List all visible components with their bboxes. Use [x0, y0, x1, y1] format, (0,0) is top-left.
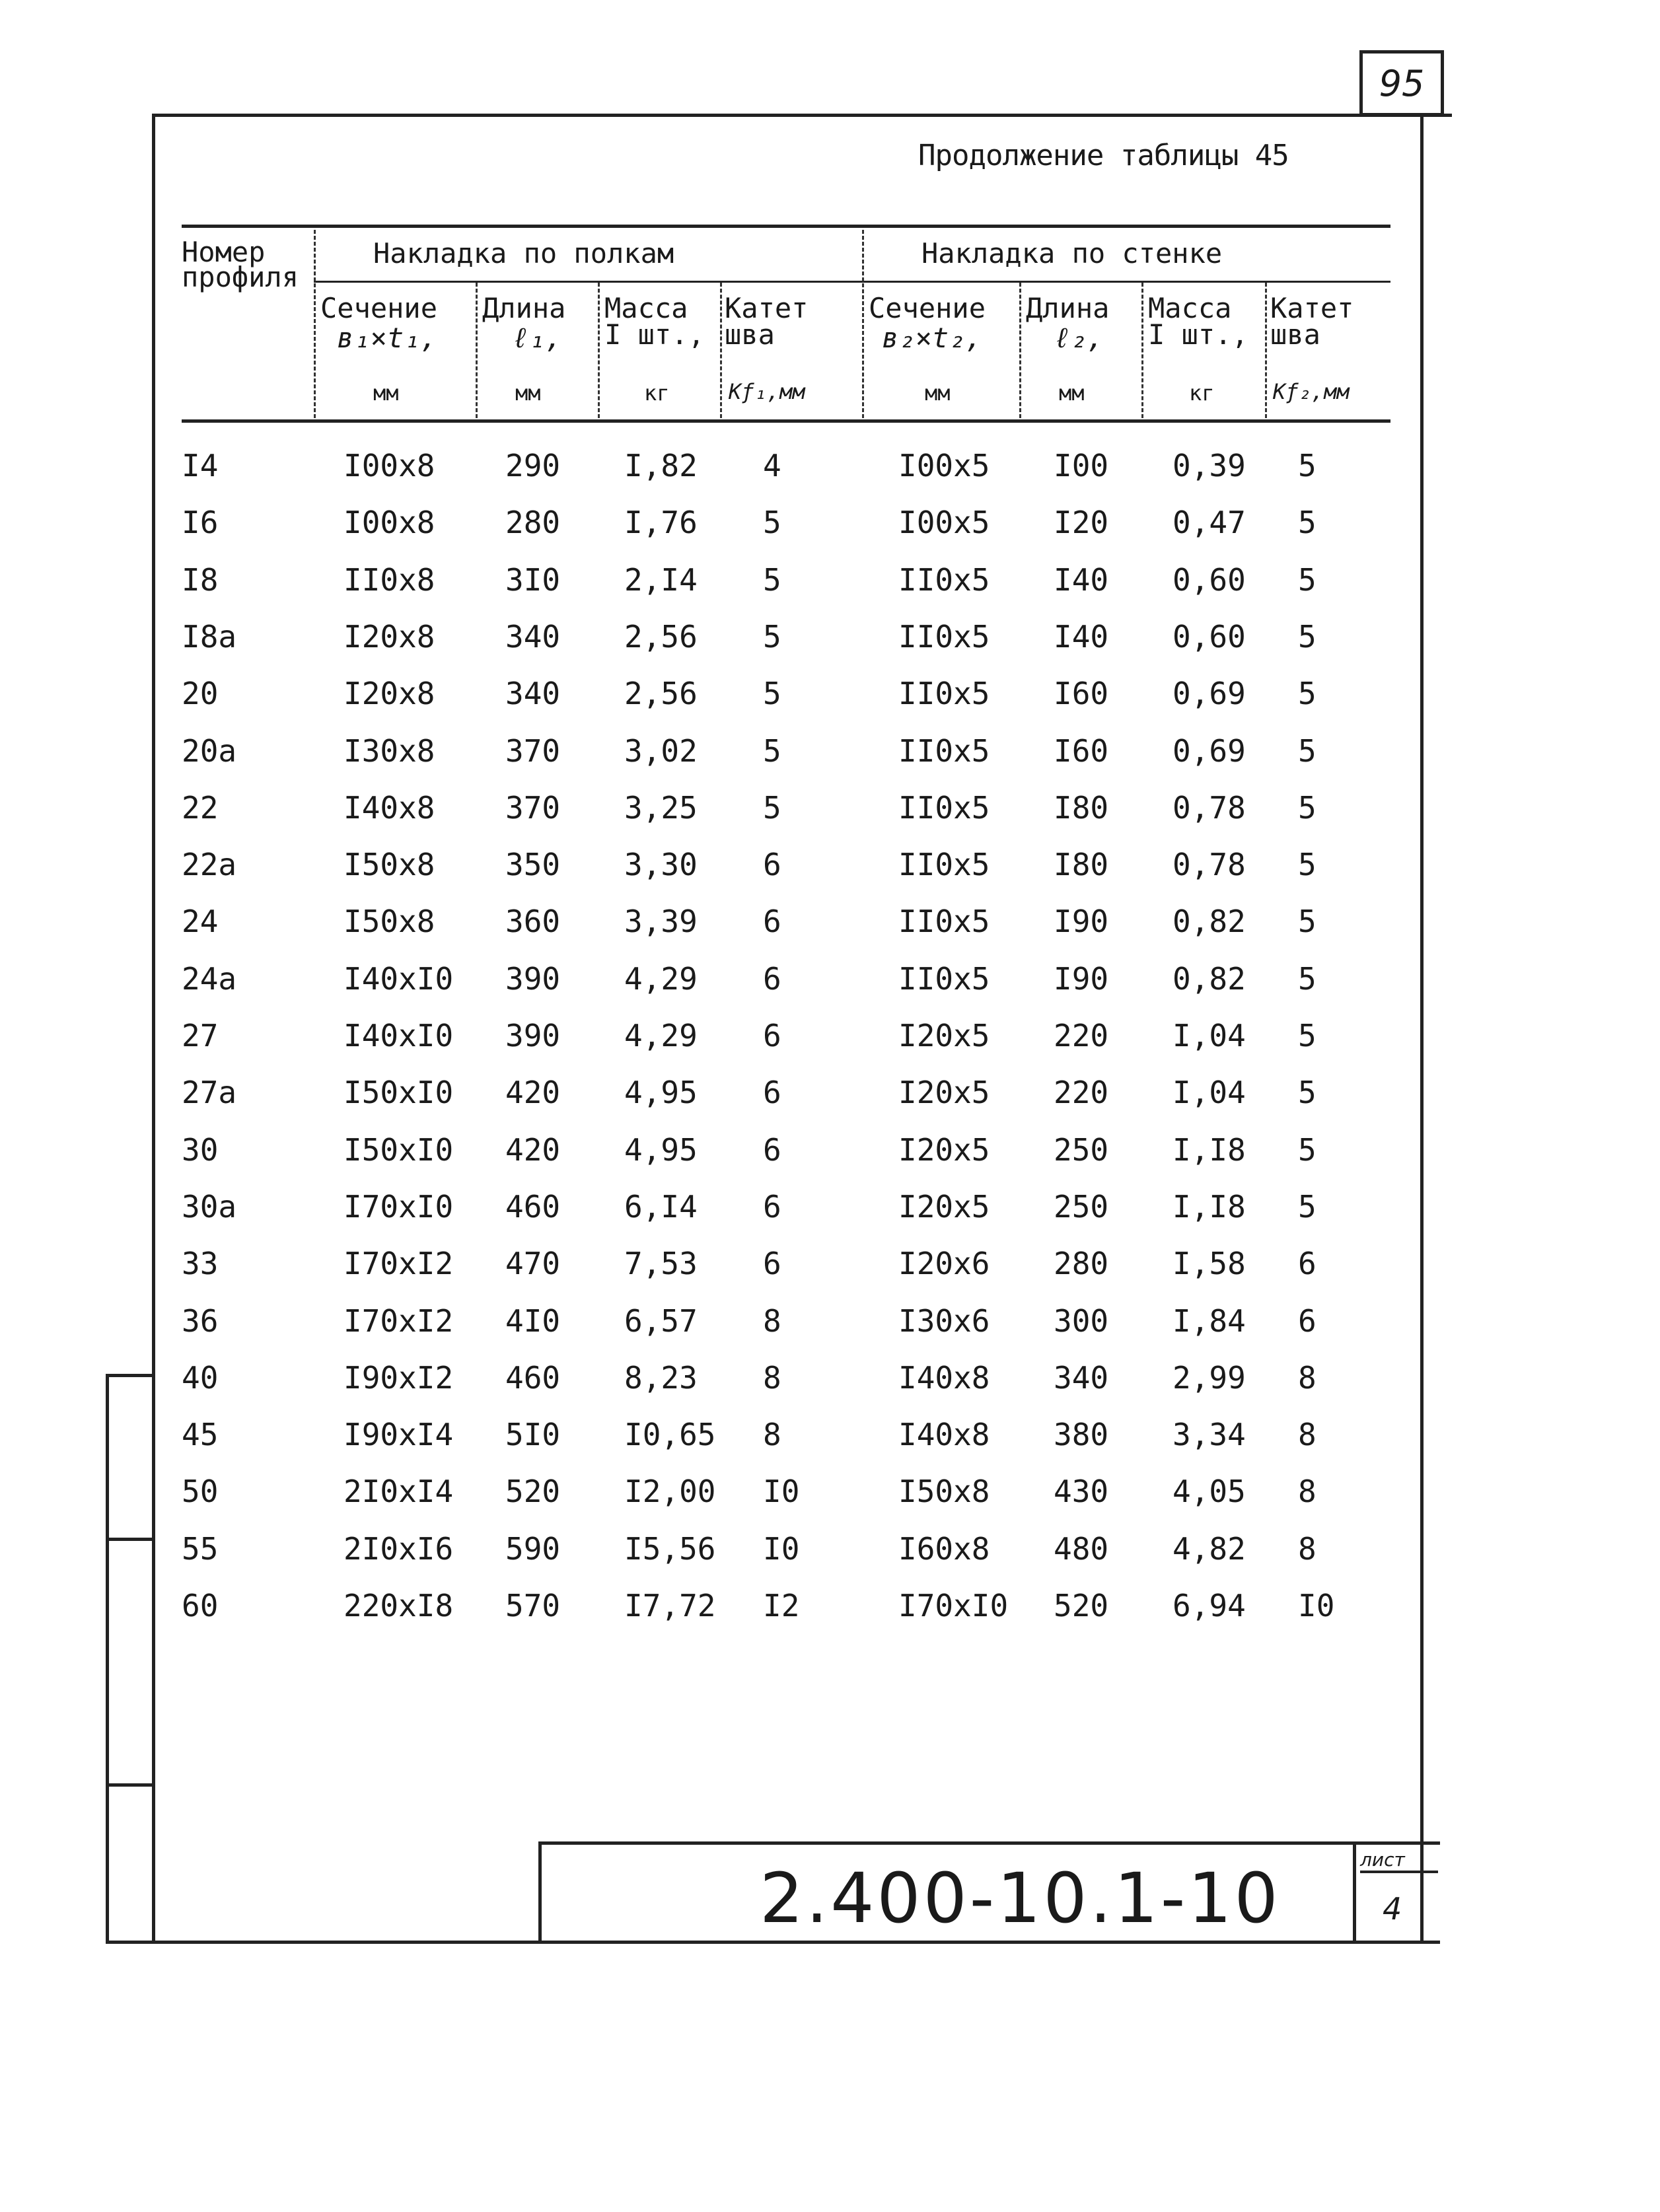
- cell-flange-length: 470: [505, 1246, 561, 1281]
- cell-profile-number: I8a: [182, 619, 237, 655]
- page-number: 95: [1379, 63, 1425, 104]
- cell-flange-section: I50x8: [343, 904, 435, 939]
- cell-web-section: I40x8: [898, 1417, 990, 1452]
- cell-web-mass: 0,69: [1173, 676, 1246, 711]
- cell-flange-mass: 2,56: [624, 676, 698, 711]
- cell-flange-section: I00x8: [343, 505, 435, 540]
- cell-flange-length: 280: [505, 505, 561, 540]
- cell-web-mass: 0,60: [1173, 619, 1246, 655]
- cell-profile-number: 27a: [182, 1075, 237, 1110]
- document-code: 2.400-10.1-10: [760, 1858, 1281, 1939]
- cell-flange-length: 350: [505, 847, 561, 882]
- cell-web-weld: 5: [1298, 1132, 1317, 1168]
- cell-web-weld: 5: [1298, 790, 1317, 826]
- cell-flange-mass: 6,I4: [624, 1189, 698, 1225]
- sheet-label: лист: [1360, 1849, 1438, 1873]
- cell-flange-weld: 5: [763, 619, 781, 655]
- cell-web-weld: 5: [1298, 1189, 1317, 1225]
- header-bottom-rule: [182, 419, 1390, 423]
- cell-web-weld: 8: [1298, 1474, 1317, 1509]
- header-web-mass-unit: кг: [1189, 380, 1215, 406]
- cell-flange-section: I20x8: [343, 676, 435, 711]
- cell-web-length: 480: [1054, 1531, 1109, 1567]
- cell-web-section: I00x5: [898, 448, 990, 483]
- cell-profile-number: 40: [182, 1360, 219, 1396]
- cell-web-section: I20x5: [898, 1075, 990, 1110]
- header-web-weld-line2: шва: [1270, 318, 1320, 351]
- cell-web-mass: 0,69: [1173, 733, 1246, 769]
- cell-flange-mass: I,76: [624, 505, 698, 540]
- cell-web-mass: 0,82: [1173, 961, 1246, 997]
- cell-web-mass: I,58: [1173, 1246, 1246, 1281]
- sheet-number: 4: [1383, 1891, 1402, 1927]
- cell-flange-weld: 5: [763, 733, 781, 769]
- binding-tick: [106, 1538, 153, 1541]
- cell-web-weld: 6: [1298, 1246, 1317, 1281]
- header-web-mass-line2: I шт.,: [1148, 318, 1248, 351]
- cell-flange-section: I90xI4: [343, 1417, 454, 1452]
- cell-web-weld: 5: [1298, 1018, 1317, 1053]
- header-flange-section-symbol: в₁×t₁,: [337, 322, 437, 354]
- cell-web-section: II0x5: [898, 961, 990, 997]
- header-group-flange: Накладка по полкам: [373, 237, 674, 269]
- cell-web-length: I60: [1054, 676, 1109, 711]
- cell-web-mass: I,84: [1173, 1303, 1246, 1339]
- frame-right-line: [1420, 114, 1424, 1942]
- header-flange-length: Длина: [482, 292, 566, 324]
- cell-web-section: II0x5: [898, 676, 990, 711]
- header-web-length-symbol: ℓ₂,: [1054, 322, 1104, 354]
- cell-flange-weld: 5: [763, 790, 781, 826]
- cell-flange-section: I90xI2: [343, 1360, 454, 1396]
- cell-flange-weld: 6: [763, 1246, 781, 1281]
- cell-web-weld: 5: [1298, 676, 1317, 711]
- cell-profile-number: 50: [182, 1474, 219, 1509]
- cell-flange-weld: 5: [763, 505, 781, 540]
- cell-profile-number: I6: [182, 505, 219, 540]
- cell-flange-weld: 6: [763, 961, 781, 997]
- cell-web-length: 380: [1054, 1417, 1109, 1452]
- cell-flange-section: I40xI0: [343, 961, 454, 997]
- cell-flange-length: 3I0: [505, 562, 561, 598]
- cell-flange-weld: 8: [763, 1303, 781, 1339]
- cell-web-section: II0x5: [898, 790, 990, 826]
- cell-web-length: I80: [1054, 790, 1109, 826]
- cell-web-length: 520: [1054, 1588, 1109, 1623]
- cell-flange-weld: 4: [763, 448, 781, 483]
- cell-flange-mass: 3,25: [624, 790, 698, 826]
- cell-web-length: I20: [1054, 505, 1109, 540]
- cell-flange-section: I20x8: [343, 619, 435, 655]
- cell-profile-number: 36: [182, 1303, 219, 1339]
- cell-web-mass: I,04: [1173, 1075, 1246, 1110]
- cell-web-mass: 2,99: [1173, 1360, 1246, 1396]
- cell-flange-length: 5I0: [505, 1417, 561, 1452]
- cell-web-weld: 8: [1298, 1360, 1317, 1396]
- header-flange-weld-symbol: Kƒ₁,мм: [729, 379, 805, 404]
- cell-web-mass: I,I8: [1173, 1132, 1246, 1168]
- cell-web-weld: 6: [1298, 1303, 1317, 1339]
- cell-web-weld: 8: [1298, 1531, 1317, 1567]
- cell-web-mass: 0,47: [1173, 505, 1246, 540]
- cell-web-mass: 0,60: [1173, 562, 1246, 598]
- header-divider: [598, 283, 600, 418]
- cell-flange-weld: I0: [763, 1531, 800, 1567]
- cell-flange-length: 4I0: [505, 1303, 561, 1339]
- cell-flange-mass: 2,I4: [624, 562, 698, 598]
- frame-top-line: [152, 114, 1452, 117]
- cell-web-weld: 5: [1298, 961, 1317, 997]
- cell-web-weld: 5: [1298, 562, 1317, 598]
- cell-flange-section: I50x8: [343, 847, 435, 882]
- cell-flange-weld: 8: [763, 1417, 781, 1452]
- cell-web-section: II0x5: [898, 904, 990, 939]
- cell-web-length: 280: [1054, 1246, 1109, 1281]
- cell-web-mass: 0,82: [1173, 904, 1246, 939]
- cell-web-mass: 0,78: [1173, 847, 1246, 882]
- cell-flange-length: 390: [505, 961, 561, 997]
- cell-web-weld: 5: [1298, 448, 1317, 483]
- cell-web-mass: 4,05: [1173, 1474, 1246, 1509]
- cell-web-length: 340: [1054, 1360, 1109, 1396]
- cell-profile-number: 20a: [182, 733, 237, 769]
- cell-flange-section: I70xI2: [343, 1246, 454, 1281]
- cell-profile-number: I4: [182, 448, 219, 483]
- cell-flange-mass: I7,72: [624, 1588, 716, 1623]
- cell-flange-section: I30x8: [343, 733, 435, 769]
- cell-flange-mass: I0,65: [624, 1417, 716, 1452]
- cell-flange-section: I40xI0: [343, 1018, 454, 1053]
- cell-flange-mass: 4,95: [624, 1075, 698, 1110]
- cell-flange-mass: 3,02: [624, 733, 698, 769]
- cell-flange-mass: 4,29: [624, 961, 698, 997]
- header-divider: [1019, 283, 1021, 418]
- cell-web-weld: 5: [1298, 904, 1317, 939]
- cell-web-mass: 6,94: [1173, 1588, 1246, 1623]
- cell-flange-mass: I2,00: [624, 1474, 716, 1509]
- cell-flange-length: 390: [505, 1018, 561, 1053]
- cell-flange-weld: 5: [763, 562, 781, 598]
- cell-web-section: I20x5: [898, 1132, 990, 1168]
- cell-flange-weld: 8: [763, 1360, 781, 1396]
- cell-flange-section: I50xI0: [343, 1075, 454, 1110]
- cell-flange-length: 420: [505, 1132, 561, 1168]
- cell-flange-section: 2I0xI6: [343, 1531, 454, 1567]
- cell-flange-length: 340: [505, 676, 561, 711]
- cell-flange-weld: 6: [763, 904, 781, 939]
- cell-profile-number: 55: [182, 1531, 219, 1567]
- cell-flange-length: 460: [505, 1360, 561, 1396]
- header-web-weld-symbol: Kƒ₂,мм: [1273, 379, 1350, 404]
- cell-profile-number: I8: [182, 562, 219, 598]
- cell-profile-number: 22a: [182, 847, 237, 882]
- cell-flange-mass: 4,95: [624, 1132, 698, 1168]
- cell-web-length: I80: [1054, 847, 1109, 882]
- header-flange-mass-unit: кг: [644, 380, 670, 406]
- cell-flange-section: I50xI0: [343, 1132, 454, 1168]
- cell-flange-length: 340: [505, 619, 561, 655]
- cell-profile-number: 24a: [182, 961, 237, 997]
- cell-web-length: I60: [1054, 733, 1109, 769]
- cell-flange-length: 360: [505, 904, 561, 939]
- header-divider: [862, 230, 864, 418]
- cell-web-length: I00: [1054, 448, 1109, 483]
- header-web-section-unit: мм: [925, 380, 951, 406]
- cell-flange-mass: 3,39: [624, 904, 698, 939]
- cell-flange-mass: 6,57: [624, 1303, 698, 1339]
- cell-web-section: I20x6: [898, 1246, 990, 1281]
- header-web-section-symbol: в₂×t₂,: [882, 322, 982, 354]
- header-web-length: Длина: [1026, 292, 1110, 324]
- header-flange-weld-line2: шва: [725, 318, 775, 351]
- cell-flange-length: 370: [505, 790, 561, 826]
- header-profile-line2: профиля: [182, 261, 299, 293]
- cell-flange-mass: I5,56: [624, 1531, 716, 1567]
- cell-profile-number: 33: [182, 1246, 219, 1281]
- cell-web-section: I20x5: [898, 1189, 990, 1225]
- header-divider: [1265, 283, 1267, 418]
- header-divider: [476, 283, 478, 418]
- cell-profile-number: 60: [182, 1588, 219, 1623]
- cell-web-mass: I,I8: [1173, 1189, 1246, 1225]
- cell-flange-weld: 6: [763, 847, 781, 882]
- cell-flange-section: 220xI8: [343, 1588, 454, 1623]
- header-web-section: Сечение: [869, 292, 986, 324]
- cell-web-mass: 4,82: [1173, 1531, 1246, 1567]
- cell-profile-number: 27: [182, 1018, 219, 1053]
- cell-flange-mass: 8,23: [624, 1360, 698, 1396]
- cell-web-weld: 8: [1298, 1417, 1317, 1452]
- cell-profile-number: 20: [182, 676, 219, 711]
- cell-flange-section: 2I0xI4: [343, 1474, 454, 1509]
- header-flange-length-unit: мм: [515, 380, 541, 406]
- header-flange-mass-line1: Масса: [604, 292, 688, 324]
- cell-flange-mass: 2,56: [624, 619, 698, 655]
- table-top-rule: [182, 225, 1390, 228]
- cell-flange-section: II0x8: [343, 562, 435, 598]
- cell-flange-section: I40x8: [343, 790, 435, 826]
- title-block: [538, 1841, 1440, 1942]
- header-profile-line1: Номер: [182, 236, 266, 268]
- cell-profile-number: 22: [182, 790, 219, 826]
- cell-web-section: I00x5: [898, 505, 990, 540]
- cell-flange-section: I00x8: [343, 448, 435, 483]
- header-web-weld-line1: Катет: [1270, 292, 1354, 324]
- header-flange-section: Сечение: [320, 292, 438, 324]
- cell-web-section: II0x5: [898, 847, 990, 882]
- header-flange-mass-line2: I шт.,: [604, 318, 705, 351]
- cell-web-section: I40x8: [898, 1360, 990, 1396]
- cell-web-length: 300: [1054, 1303, 1109, 1339]
- cell-web-section: I30x6: [898, 1303, 990, 1339]
- binding-tick: [106, 1374, 153, 1377]
- cell-web-weld: 5: [1298, 733, 1317, 769]
- cell-web-section: I70xI0: [898, 1588, 1009, 1623]
- cell-flange-weld: 6: [763, 1189, 781, 1225]
- binding-strip: [106, 1374, 155, 1942]
- cell-web-length: I40: [1054, 562, 1109, 598]
- header-divider: [1141, 283, 1143, 418]
- cell-flange-mass: 3,30: [624, 847, 698, 882]
- cell-flange-weld: 5: [763, 676, 781, 711]
- sheet-box: [1353, 1845, 1442, 1943]
- cell-web-weld: 5: [1298, 505, 1317, 540]
- cell-flange-length: 520: [505, 1474, 561, 1509]
- header-flange-section-unit: мм: [373, 380, 399, 406]
- cell-flange-length: 590: [505, 1531, 561, 1567]
- cell-web-mass: 3,34: [1173, 1417, 1246, 1452]
- cell-web-length: 220: [1054, 1018, 1109, 1053]
- cell-flange-weld: I2: [763, 1588, 800, 1623]
- cell-flange-weld: 6: [763, 1075, 781, 1110]
- cell-web-weld: 5: [1298, 1075, 1317, 1110]
- cell-web-mass: I,04: [1173, 1018, 1246, 1053]
- cell-flange-length: 460: [505, 1189, 561, 1225]
- cell-profile-number: 24: [182, 904, 219, 939]
- cell-flange-length: 420: [505, 1075, 561, 1110]
- cell-profile-number: 30a: [182, 1189, 237, 1225]
- header-group-web: Накладка по стенке: [921, 237, 1223, 269]
- cell-web-section: I50x8: [898, 1474, 990, 1509]
- cell-flange-length: 570: [505, 1588, 561, 1623]
- continuation-title: Продолжение таблицы 45: [918, 139, 1289, 172]
- cell-profile-number: 45: [182, 1417, 219, 1452]
- cell-web-length: 430: [1054, 1474, 1109, 1509]
- cell-web-section: I20x5: [898, 1018, 990, 1053]
- cell-flange-length: 370: [505, 733, 561, 769]
- cell-web-mass: 0,78: [1173, 790, 1246, 826]
- page-number-box: [1359, 50, 1444, 116]
- cell-web-section: II0x5: [898, 733, 990, 769]
- cell-web-mass: 0,39: [1173, 448, 1246, 483]
- cell-flange-mass: I,82: [624, 448, 698, 483]
- cell-web-length: 250: [1054, 1132, 1109, 1168]
- cell-web-length: 250: [1054, 1189, 1109, 1225]
- cell-flange-weld: 6: [763, 1132, 781, 1168]
- header-web-mass-line1: Масса: [1148, 292, 1232, 324]
- cell-web-weld: 5: [1298, 619, 1317, 655]
- header-flange-length-symbol: ℓ₁,: [512, 322, 562, 354]
- cell-flange-length: 290: [505, 448, 561, 483]
- cell-flange-mass: 4,29: [624, 1018, 698, 1053]
- cell-web-section: II0x5: [898, 619, 990, 655]
- cell-web-length: 220: [1054, 1075, 1109, 1110]
- cell-web-length: I90: [1054, 961, 1109, 997]
- header-flange-weld-line1: Катет: [725, 292, 809, 324]
- cell-profile-number: 30: [182, 1132, 219, 1168]
- cell-flange-section: I70xI2: [343, 1303, 454, 1339]
- header-web-length-unit: мм: [1059, 380, 1085, 406]
- header-divider: [720, 283, 722, 418]
- cell-flange-mass: 7,53: [624, 1246, 698, 1281]
- cell-web-section: I60x8: [898, 1531, 990, 1567]
- cell-flange-weld: 6: [763, 1018, 781, 1053]
- cell-web-length: I40: [1054, 619, 1109, 655]
- cell-flange-weld: I0: [763, 1474, 800, 1509]
- binding-tick: [106, 1783, 153, 1787]
- header-divider: [314, 230, 316, 418]
- cell-web-section: II0x5: [898, 562, 990, 598]
- cell-web-weld: 5: [1298, 847, 1317, 882]
- cell-web-weld: I0: [1298, 1588, 1335, 1623]
- cell-web-length: I90: [1054, 904, 1109, 939]
- cell-flange-section: I70xI0: [343, 1189, 454, 1225]
